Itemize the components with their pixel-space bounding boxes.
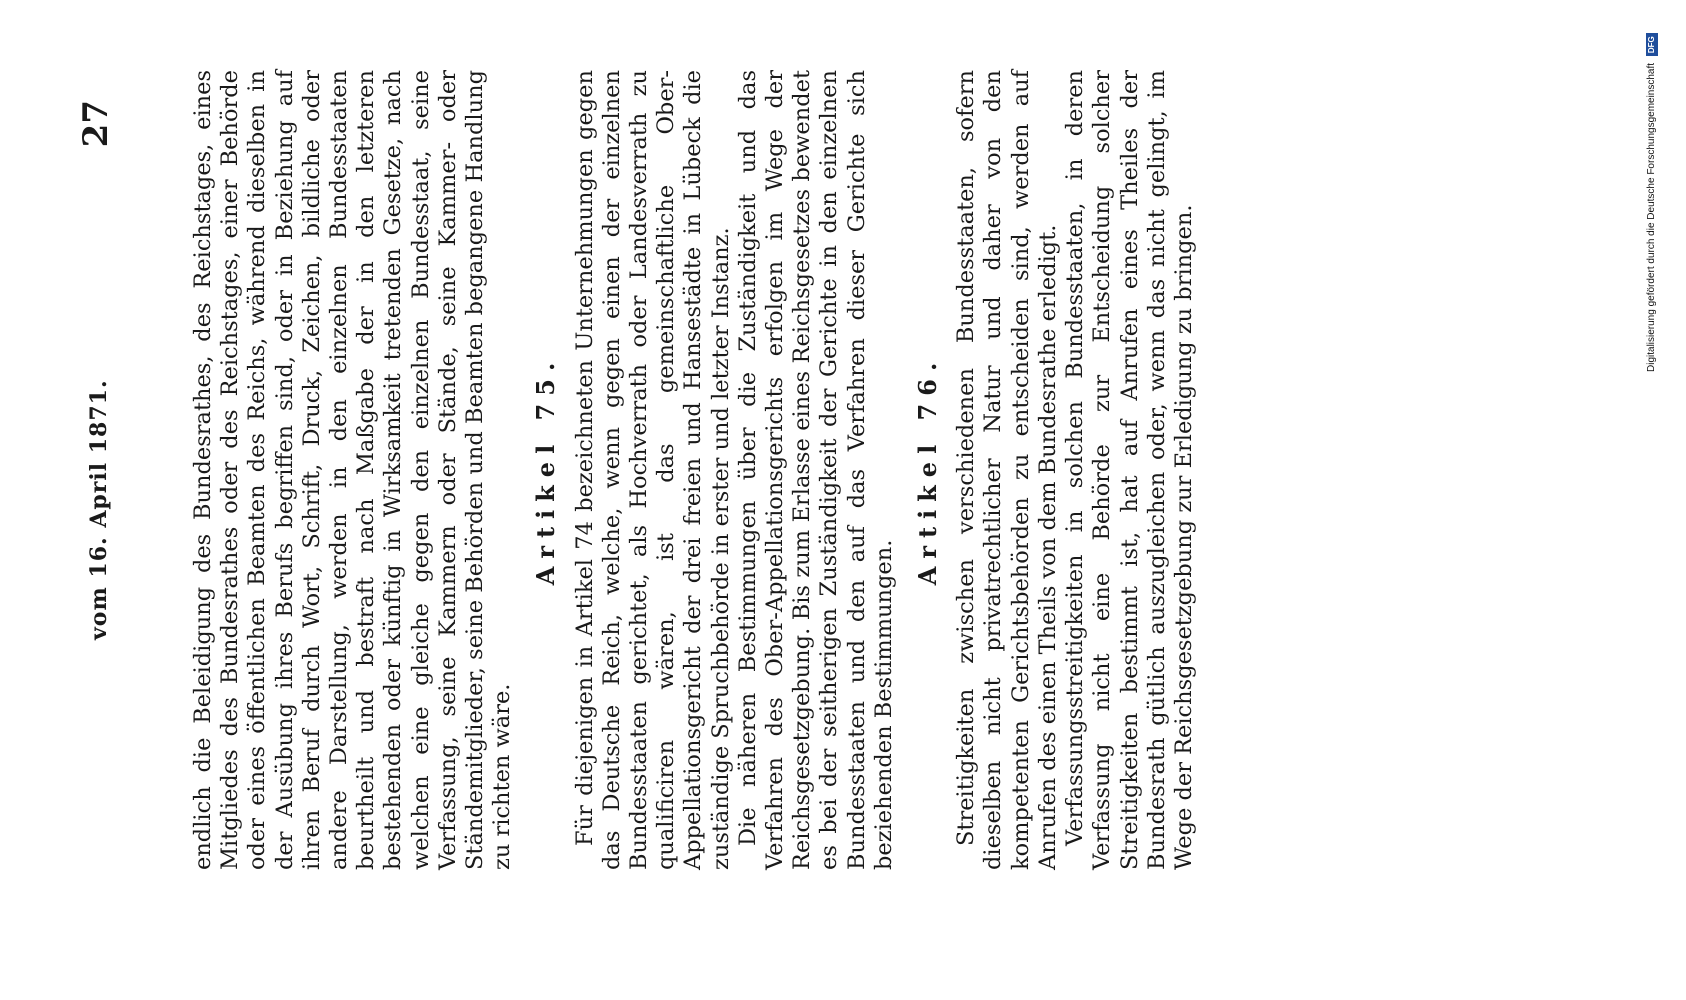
running-head — [76, 100, 116, 940]
page-number: 27 — [76, 100, 116, 148]
article-76-paragraph-1: Streitigkeiten zwischen verschiedenen Bundesstaaten, sofern dieselben nicht privatrechtlicher Natur und daher von den kompetenten Gerichtsbehörden zu entscheiden sind, werden auf Anrufen des einen Theils von dem Bundesrathe erledigt. — [953, 70, 1061, 870]
digitization-credit-rotated — [1642, 12, 1662, 372]
running-head-date: vom 16. April 1871. — [86, 379, 112, 640]
article-76-heading: Artikel 76. — [913, 354, 943, 586]
article-75-heading: Artikel 75. — [531, 354, 561, 586]
article-76-paragraph-2: Verfassungsstreitigkeiten in solchen Bundesstaaten, in deren Verfassung nicht eine Behörde zur Entscheidung solcher Streitigkeiten bestimmt ist, hat auf Anrufen eines Theiles der Bundesrath gütlich auszugleichen oder, wenn das nicht gelingt, im Wege der Reichsgesetzgebung zur Erledigung zu bringen. — [1062, 70, 1197, 870]
digitization-credit — [1642, 12, 1662, 972]
document-page — [40, 0, 1580, 980]
rotated-page-content — [40, 0, 1580, 980]
credit-text: Digitalisierung gefördert durch die Deutsche Forschungsgemeinschaft — [1646, 62, 1657, 372]
article-75-paragraph-2: Die näheren Bestimmungen über die Zuständigkeit und das Verfahren des Ober-Appellationsgerichts erfolgen im Wege der Reichsgesetzgebung. Bis zum Erlasse eines Reichsgesetzes bewendet es bei der seitherigen Zuständigkeit der Gerichte in den einzelnen Bundesstaaten und den auf das Verfahren dieser Gerichte sich beziehenden Bestimmungen. — [734, 70, 897, 870]
continuation-paragraph: endlich die Beleidigung des Bundesrathes, des Reichstages, eines Mitgliedes des Bundesrathes oder des Reichstages, einer Behörde oder eines öffentlichen Beamten des Reichs, während dieselben in der Ausübung ihres Berufs begriffen sind, oder in Beziehung auf ihren Beruf durch Wort, Schrift, Druck, Zeichen, bildliche oder andere Darstellung, werden in den einzelnen Bundesstaaten beurtheilt und bestraft nach Maßgabe der in den letzteren bestehenden oder künftig in Wirksamkeit tretenden Gesetze, nach welchen eine gleiche gegen den einzelnen Bundesstaat, seine Verfassung, seine Kammern oder Stände, seine Kammer- oder Ständemitglieder, seine Behörden und Beamten begangene Handlung zu richten wäre. — [190, 70, 516, 870]
body-text — [190, 70, 1198, 870]
dfg-logo: DFG — [1646, 33, 1658, 56]
article-75-paragraph-1: Für diejenigen in Artikel 74 bezeichneten Unternehmungen gegen das Deutsche Reich, welche, wenn gegen einen der einzelnen Bundesstaaten gerichtet, als Hochverrath oder Landesverrath zu qualificiren wären, ist das gemeinschaftliche Ober-Appellationsgericht der drei freien und Hansestädte in Lübeck die zuständige Spruchbehörde in erster und letzter Instanz. — [571, 70, 734, 870]
